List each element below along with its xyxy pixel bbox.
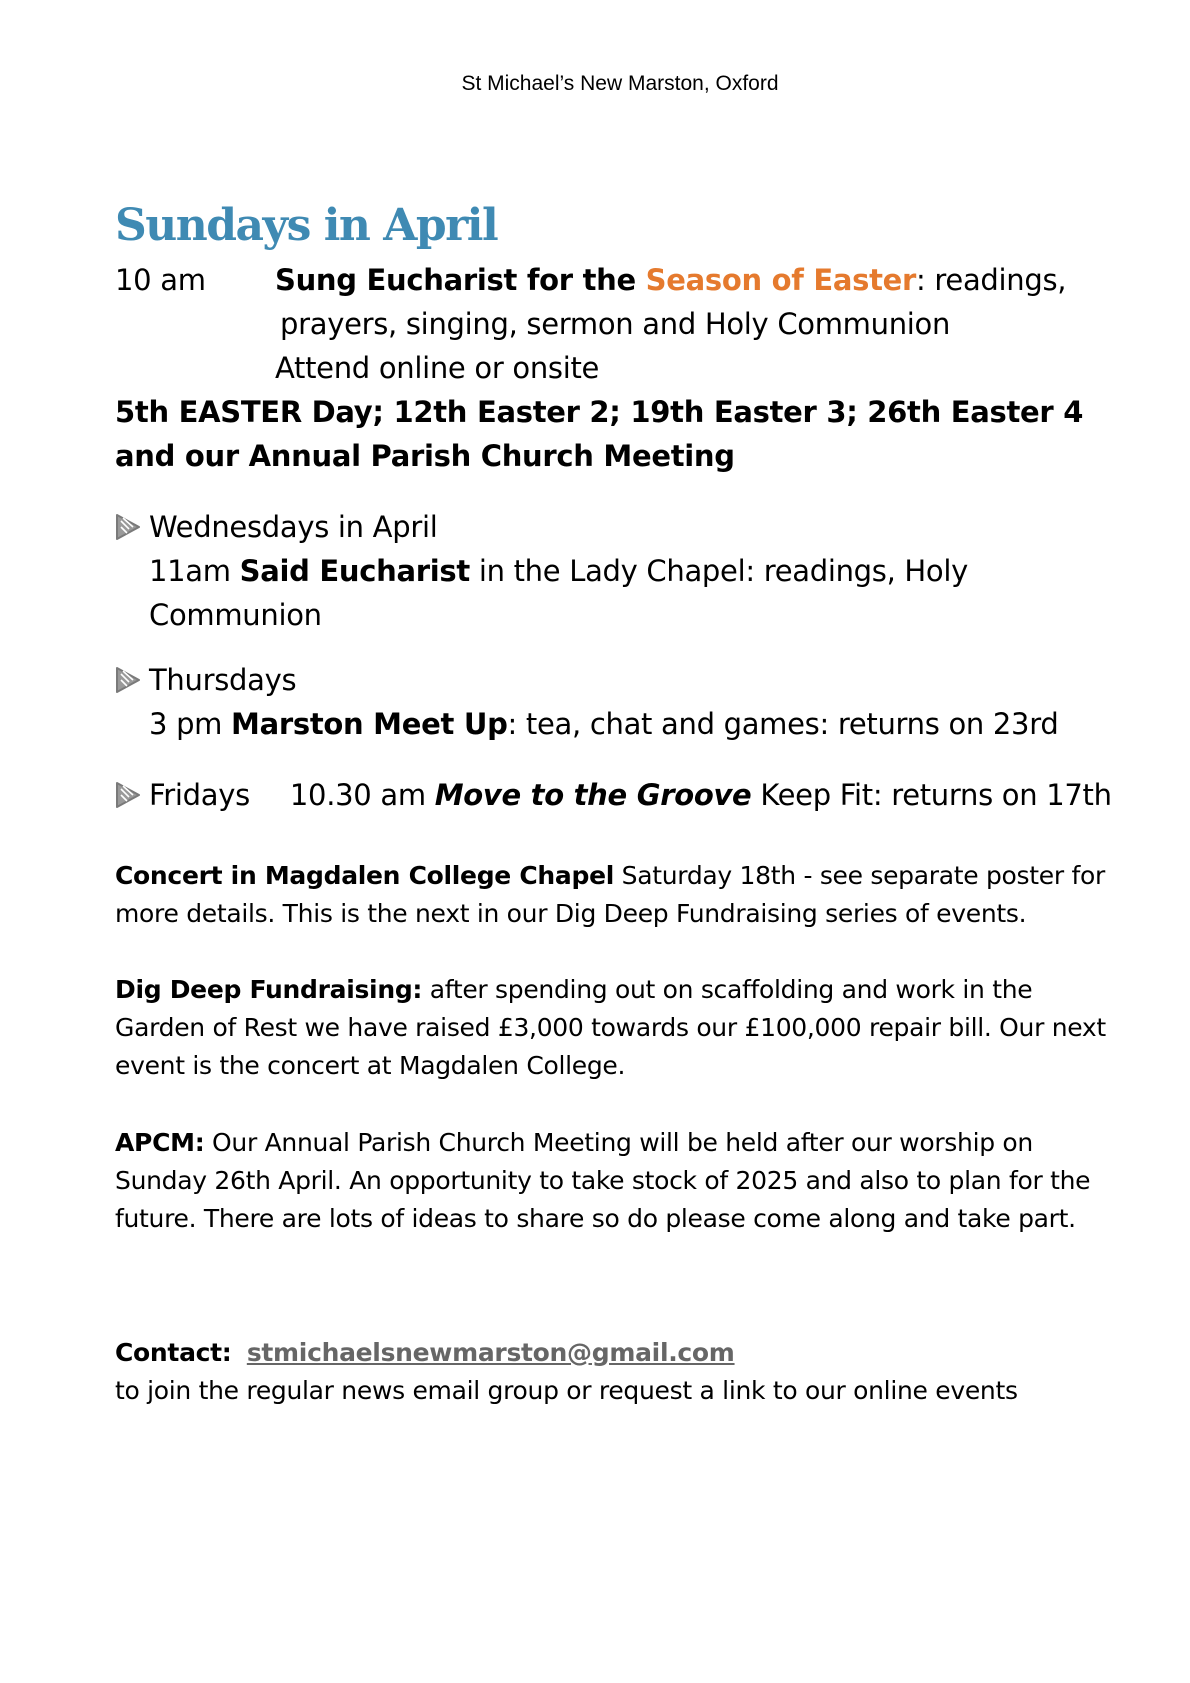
weekday-label: Fridays	[149, 778, 250, 812]
service-rest: : readings,	[916, 263, 1067, 297]
contact-email-link[interactable]: stmichaelsnewmarston@gmail.com	[246, 1338, 735, 1367]
sunday-service-line3: Attend online or onsite	[275, 351, 600, 385]
event-time: 3 pm	[149, 707, 232, 741]
event-detail: : tea, chat and games: returns on 23rd	[507, 707, 1059, 741]
bullet-arrow-icon	[115, 666, 141, 694]
event-time: 11am	[149, 554, 240, 588]
weekday-thursday	[115, 658, 1115, 746]
page-header: St Michael’s New Marston, Oxford	[461, 72, 779, 95]
event-name: Marston Meet Up	[231, 707, 508, 741]
weekday-wednesday	[115, 505, 1015, 637]
weekday-label: Wednesdays in April	[149, 510, 438, 544]
sunday-time: 10 am	[115, 263, 206, 297]
dig-deep-text: after spending out on scaffolding and work in the Garden of Rest we have raised £3,000 towards our £100,000 repair bill. Our next event is the concert at Magdalen College.	[115, 975, 1106, 1080]
apcm-text: Our Annual Parish Church Meeting will be held after our worship on Sunday 26th April. An opportunity to take stock of 2025 and also to plan for the future. There are lots of ideas to share so do please come along and take part.	[115, 1128, 1091, 1233]
concert-text: Saturday 18th - see separate poster for more details. This is the next in our Dig Deep Fundraising series of events.	[115, 861, 1105, 928]
bullet-arrow-icon	[115, 781, 141, 809]
contact-label: Contact:	[115, 1338, 232, 1367]
page-title: Sundays in April	[115, 200, 498, 251]
dig-deep-heading: Dig Deep Fundraising:	[115, 975, 423, 1004]
season-highlight: Season of Easter	[645, 263, 917, 297]
apcm-paragraph	[115, 1124, 1125, 1238]
event-time: 10.30 am	[289, 778, 435, 812]
sunday-service-line2: prayers, singing, sermon and Holy Communion	[280, 307, 951, 341]
event-name: Said Eucharist	[239, 554, 470, 588]
weekday-friday	[115, 773, 1112, 817]
weekday-label: Thursdays	[149, 663, 297, 697]
sunday-service-line1	[275, 258, 1066, 302]
bullet-arrow-icon	[115, 513, 141, 541]
apcm-heading: APCM:	[115, 1128, 205, 1157]
event-name: Move to the Groove	[434, 778, 752, 812]
concert-paragraph	[115, 857, 1125, 933]
contact-text: to join the regular news email group or request a link to our online events	[115, 1376, 1018, 1405]
concert-heading: Concert in Magdalen College Chapel	[115, 861, 614, 890]
service-name: Sung Eucharist for the	[275, 263, 646, 297]
contact-block	[115, 1334, 1125, 1410]
sunday-dates: 5th EASTER Day; 12th Easter 2; 19th Easter 3; 26th Easter 4 and our Annual Parish Church Meeting	[115, 395, 1084, 473]
event-detail: in the Lady Chapel: readings, Holy Communion	[149, 554, 968, 632]
event-detail: Keep Fit: returns on 17th	[751, 778, 1112, 812]
dig-deep-paragraph	[115, 971, 1125, 1085]
